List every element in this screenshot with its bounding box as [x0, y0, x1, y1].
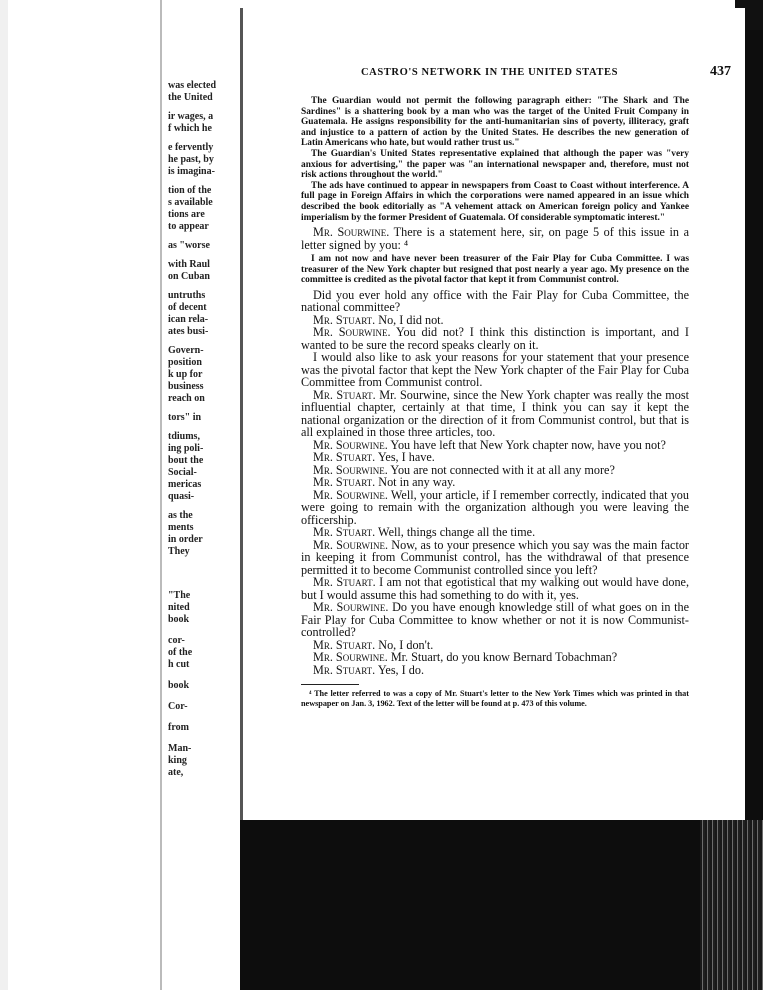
- paragraph: [301, 539, 689, 577]
- paragraph-text: Yes, I do.: [377, 662, 424, 677]
- facing-page-fragment: s available: [168, 197, 213, 208]
- facing-page-fragment: of decent: [168, 302, 207, 313]
- speaker-name: Mr. Sourwine.: [313, 325, 391, 340]
- speaker-name: Mr. Stuart.: [313, 525, 376, 540]
- speaker-name: Mr. Sourwine.: [313, 225, 390, 240]
- paragraph-text: Now, as to your presence which you say was the main factor in keeping it from Communist control, has the withdrawal of that presence permitted it to become Communist controlled since you left?: [301, 537, 689, 577]
- paragraph-text: You did not? I think this distinction is important, and I wanted to be sure the record speaks clearly on it.: [301, 325, 689, 352]
- paragraph-text: I am not now and have never been treasurer of the Fair Play for Cuba Committee. I was treasurer of the New York chapter but resigned that post nearly a year ago. My presence on the committee is credited as the pivotal factor that kept it from Communist control.: [301, 254, 689, 286]
- speaker-name: Mr. Stuart.: [313, 475, 376, 490]
- facing-page-fragment: as "worse: [168, 240, 210, 251]
- facing-page-fragment: as the: [168, 510, 193, 521]
- speaker-name: Mr. Sourwine.: [313, 437, 388, 452]
- paragraph-text: Mr. Stuart, do you know Bernard Tobachman?: [390, 650, 618, 665]
- facing-page-fragment: position: [168, 357, 202, 368]
- gutter-shadow: [160, 0, 162, 990]
- paragraph: [301, 226, 689, 251]
- running-head: CASTRO'S NETWORK IN THE UNITED STATES: [361, 67, 619, 78]
- facing-page-fragment: Govern-: [168, 345, 204, 356]
- speaker-name: Mr. Stuart.: [313, 662, 376, 677]
- page-number: 437: [710, 64, 731, 79]
- facing-page-fragment: mericas: [168, 479, 202, 490]
- facing-page-fragment: he past, by: [168, 154, 214, 165]
- facing-page-fragment: was elected: [168, 80, 217, 91]
- paragraph-text: Not in any way.: [378, 475, 456, 490]
- facing-page-fragment: tions are: [168, 209, 205, 220]
- facing-page-fragment: e fervently: [168, 142, 214, 153]
- paragraph-text: I would also like to ask your reasons for your statement that your presence was the pivotal factor that kept the New York chapter of the Fair Play for Cuba Committee from Communist control.: [301, 350, 689, 390]
- facing-page-fragment: ican rela-: [168, 314, 209, 325]
- scan-border-bottom: [240, 820, 763, 990]
- facing-page-fragment: ate,: [168, 767, 184, 778]
- footnote: ⁴ The letter referred to was a copy of Mr. Stuart's letter to the New York Times which was printed in that newspaper on Jan. 3, 1962. Text of the letter will be found at p. 473 of this volume.: [301, 689, 689, 708]
- paragraph: [301, 289, 689, 314]
- facing-page-fragment: "The: [168, 590, 191, 601]
- facing-page-fragment: They: [168, 546, 190, 557]
- facing-page-fragment: Social-: [168, 467, 197, 478]
- facing-page-fragment: untruths: [168, 290, 206, 301]
- document-page: [240, 8, 745, 820]
- page-body: [301, 96, 689, 708]
- facing-page-fragment: cor-: [168, 635, 185, 646]
- facing-page-fragment: ments: [168, 522, 194, 533]
- facing-page-fragment: Man-: [168, 743, 192, 754]
- paragraph-text: The Guardian would not permit the following paragraph either: "The Shark and The Sardines" is a shattering book by a man who was the target of the United Fruit Company in Guatemala. He assigns responsibility for the anti-humanitarian sins of poverty, illiteracy, graft and injustice to a pattern of action by the United States. He describes the new generation of Latin Americans who hate, but would rather trust us.": [301, 96, 689, 149]
- facing-page-fragment: with Raul: [168, 259, 210, 270]
- speaker-name: Mr. Stuart.: [313, 637, 376, 652]
- paragraph-text: The Guardian's United States representative explained that although the paper was "very anxious for advertising," the paper was "an international newspaper and, therefore, must not risk actions throughout the world.": [301, 148, 689, 181]
- facing-page-fragment: king: [168, 755, 187, 766]
- facing-page-fragment: Cor-: [168, 701, 188, 712]
- facing-page-fragment: f which he: [168, 123, 212, 134]
- facing-page-fragment: to appear: [168, 221, 209, 232]
- speaker-name: Mr. Sourwine.: [313, 462, 388, 477]
- paragraph-text: There is a statement here, sir, on page 5 of this issue in a letter signed by you: ⁴: [301, 225, 690, 252]
- facing-page-fragment: bout the: [168, 455, 204, 466]
- paragraph: [301, 389, 689, 439]
- paragraph-text: Do you have enough knowledge still of what goes on in the Fair Play for Cuba Committee to know whether or not it is now Communist-controlled?: [301, 600, 690, 640]
- paragraph: [301, 576, 689, 601]
- paragraph-text: Yes, I have.: [377, 450, 435, 465]
- speaker-name: Mr. Stuart.: [313, 575, 376, 590]
- paragraph: [301, 96, 689, 149]
- paragraph: [301, 601, 689, 639]
- facing-page-fragment: business: [168, 381, 204, 392]
- paragraph-text: No, I don't.: [378, 637, 434, 652]
- paragraph: [301, 351, 689, 389]
- speaker-name: Mr. Sourwine.: [313, 537, 388, 552]
- facing-page-fragment: ir wages, a: [168, 111, 214, 122]
- facing-page-fragment: ing poli-: [168, 443, 204, 454]
- page-header: [301, 64, 741, 82]
- facing-page-fragment: ates busi-: [168, 326, 209, 337]
- facing-page-fragment: nited: [168, 602, 190, 613]
- facing-page-fragment: tion of the: [168, 185, 212, 196]
- facing-page-fragment: on Cuban: [168, 271, 210, 282]
- scan-border-noise: [700, 820, 763, 990]
- left-edge: [0, 0, 8, 990]
- speaker-name: Mr. Stuart.: [313, 312, 376, 327]
- footnote-rule: [301, 684, 359, 685]
- facing-page-fragment: quasi-: [168, 491, 195, 502]
- paragraph-text: I am not that egotistical that my walking out would have done, but I would assume this had something to do with it, yes.: [301, 575, 689, 602]
- facing-page-fragment: tdiums,: [168, 431, 200, 442]
- facing-page-fragment: the United: [168, 92, 213, 103]
- facing-page-fragment: tors" in: [168, 412, 202, 423]
- speaker-name: Mr. Stuart.: [313, 450, 376, 465]
- paragraph: [301, 181, 689, 223]
- facing-page-fragment: book: [168, 680, 190, 691]
- facing-page-fragment: reach on: [168, 393, 205, 404]
- facing-page-fragment: k up for: [168, 369, 203, 380]
- paragraph: [301, 326, 689, 351]
- paragraph: [301, 489, 689, 527]
- paragraph-text: Mr. Sourwine, since the New York chapter was really the most influential chapter, certainly at that time, I think you can say it kept the national organization or the direction of it from Communist control, but that is all explained in those three articles, too.: [301, 387, 690, 440]
- paragraph-text: Did you ever hold any office with the Fair Play for Cuba Committee, the national committee?: [301, 287, 689, 315]
- speaker-name: Mr. Stuart.: [313, 387, 376, 402]
- facing-page-fragment: book: [168, 614, 190, 625]
- paragraph-text: Well, things change all the time.: [378, 525, 536, 540]
- paragraph-text: You are not connected with it at all any more?: [390, 462, 615, 477]
- paragraph: [301, 254, 689, 286]
- facing-page-fragment: is imagina-: [168, 166, 215, 177]
- facing-page-fragment: from: [168, 722, 189, 733]
- speaker-name: Mr. Sourwine.: [313, 650, 388, 665]
- speaker-name: Mr. Sourwine.: [313, 487, 388, 502]
- paragraph-text: Well, your article, if I remember correctly, indicated that you were going to remain with the organization although you were leaving the officership.: [301, 487, 689, 527]
- facing-page-fragment: in order: [168, 534, 203, 545]
- paragraph: [301, 149, 689, 181]
- paragraph-text: No, I did not.: [378, 312, 444, 327]
- speaker-name: Mr. Sourwine.: [313, 600, 389, 615]
- facing-page-fragment: h cut: [168, 659, 190, 670]
- paragraph: [301, 664, 689, 677]
- facing-page-fragment: of the: [168, 647, 193, 658]
- paragraph-text: The ads have continued to appear in newspapers from Coast to Coast without interference. A full page in Foreign Affairs in which the corporations were named appeared in an issue which described the book editorially as "A vehement attack on American foreign policy and Yankee imperialism by the former President of Guatemala. Of considerable symptomatic interest.": [301, 180, 689, 223]
- paragraph-text: You have left that New York chapter now, have you not?: [390, 437, 666, 452]
